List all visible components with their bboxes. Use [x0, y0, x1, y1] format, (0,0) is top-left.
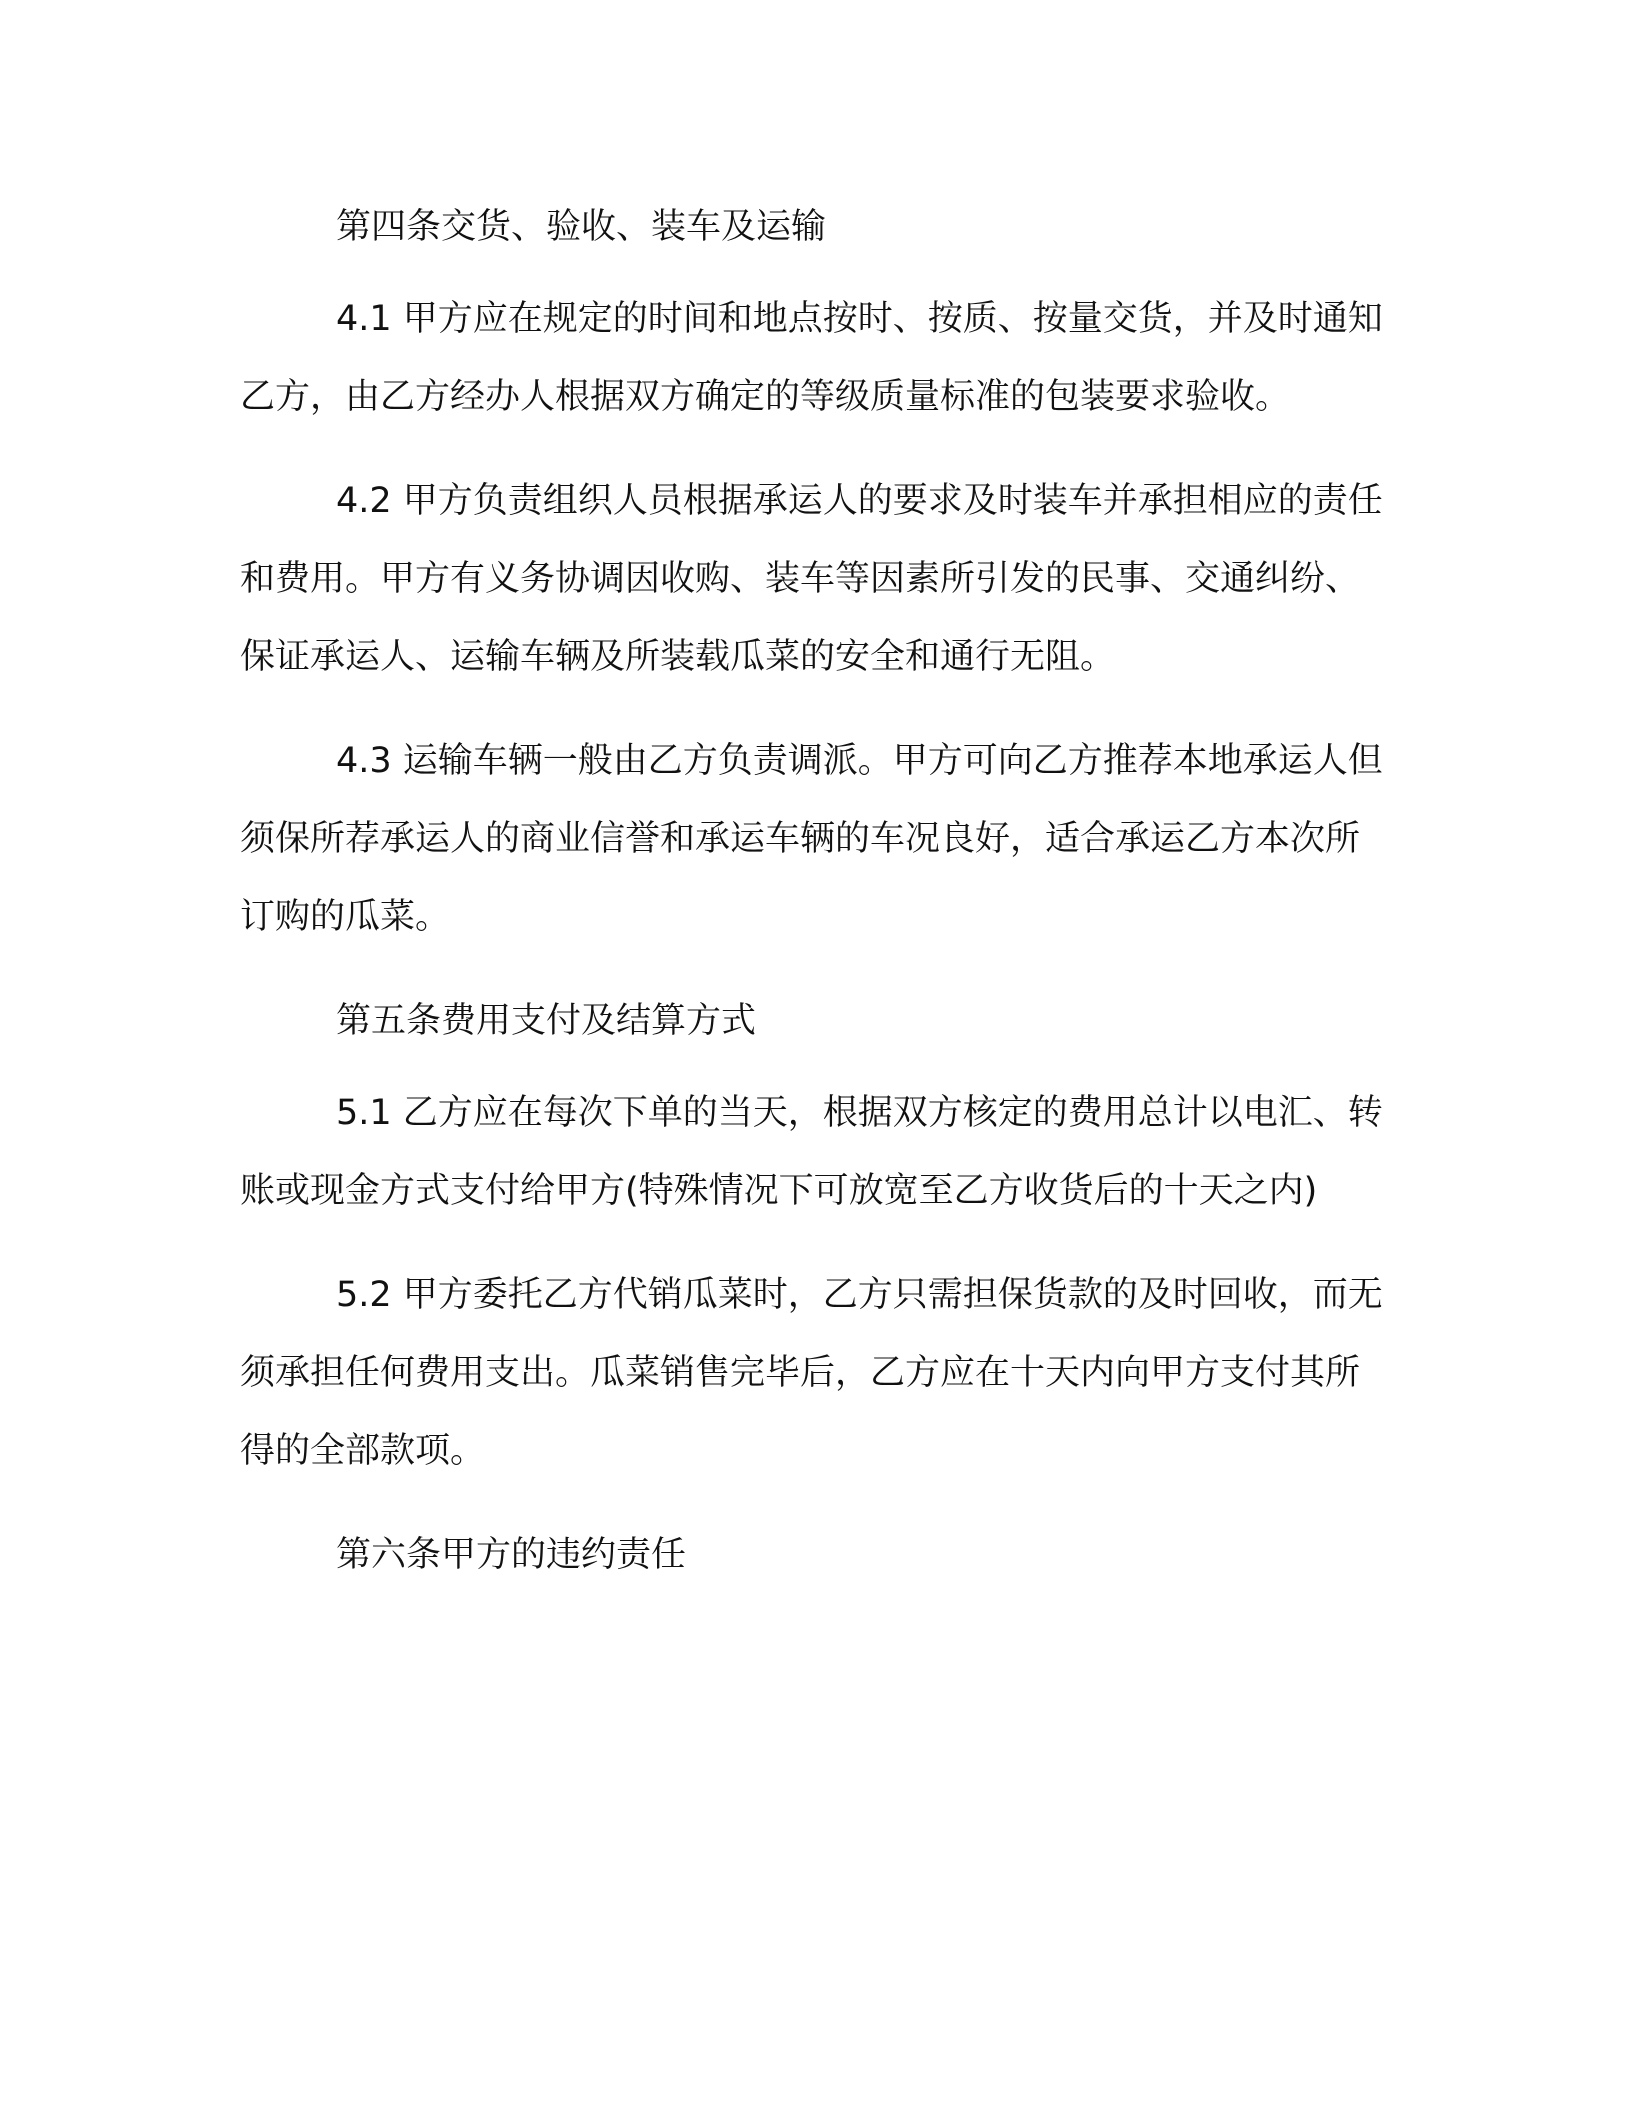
section-4-title: 第四条交货、验收、装车及运输	[336, 207, 827, 247]
clause-4-3: 4.3 运输车辆一般由乙方负责调派。甲方可向乙方推荐本地承运人但须保所荐承运人的商业信誉和承运车辆的车况良好，适合承运乙方本次所订购的瓜菜。	[240, 741, 1383, 937]
clause-4-2: 4.2 甲方负责组织人员根据承运人的要求及时装车并承担相应的责任和费用。甲方有义务协调因收购、装车等因素所引发的民事、交通纠纷、保证承运人、运输车辆及所装载瓜菜的安全和通行无阻。	[240, 481, 1383, 677]
document-body	[240, 188, 1388, 1608]
clause-5-1: 5.1 乙方应在每次下单的当天，根据双方核定的费用总计以电汇、转账或现金方式支付给甲方(特殊情况下可放宽至乙方收货后的十天之内)	[240, 1093, 1383, 1211]
clause-4-1: 4.1 甲方应在规定的时间和地点按时、按质、按量交货，并及时通知乙方，由乙方经办人根据双方确定的等级质量标准的包装要求验收。	[240, 299, 1383, 417]
section-5-title: 第五条费用支付及结算方式	[336, 1001, 757, 1041]
clause-5-2: 5.2 甲方委托乙方代销瓜菜时，乙方只需担保货款的及时回收，而无须承担任何费用支出。瓜菜销售完毕后，乙方应在十天内向甲方支付其所得的全部款项。	[240, 1275, 1383, 1471]
section-6-title: 第六条甲方的违约责任	[336, 1535, 687, 1575]
